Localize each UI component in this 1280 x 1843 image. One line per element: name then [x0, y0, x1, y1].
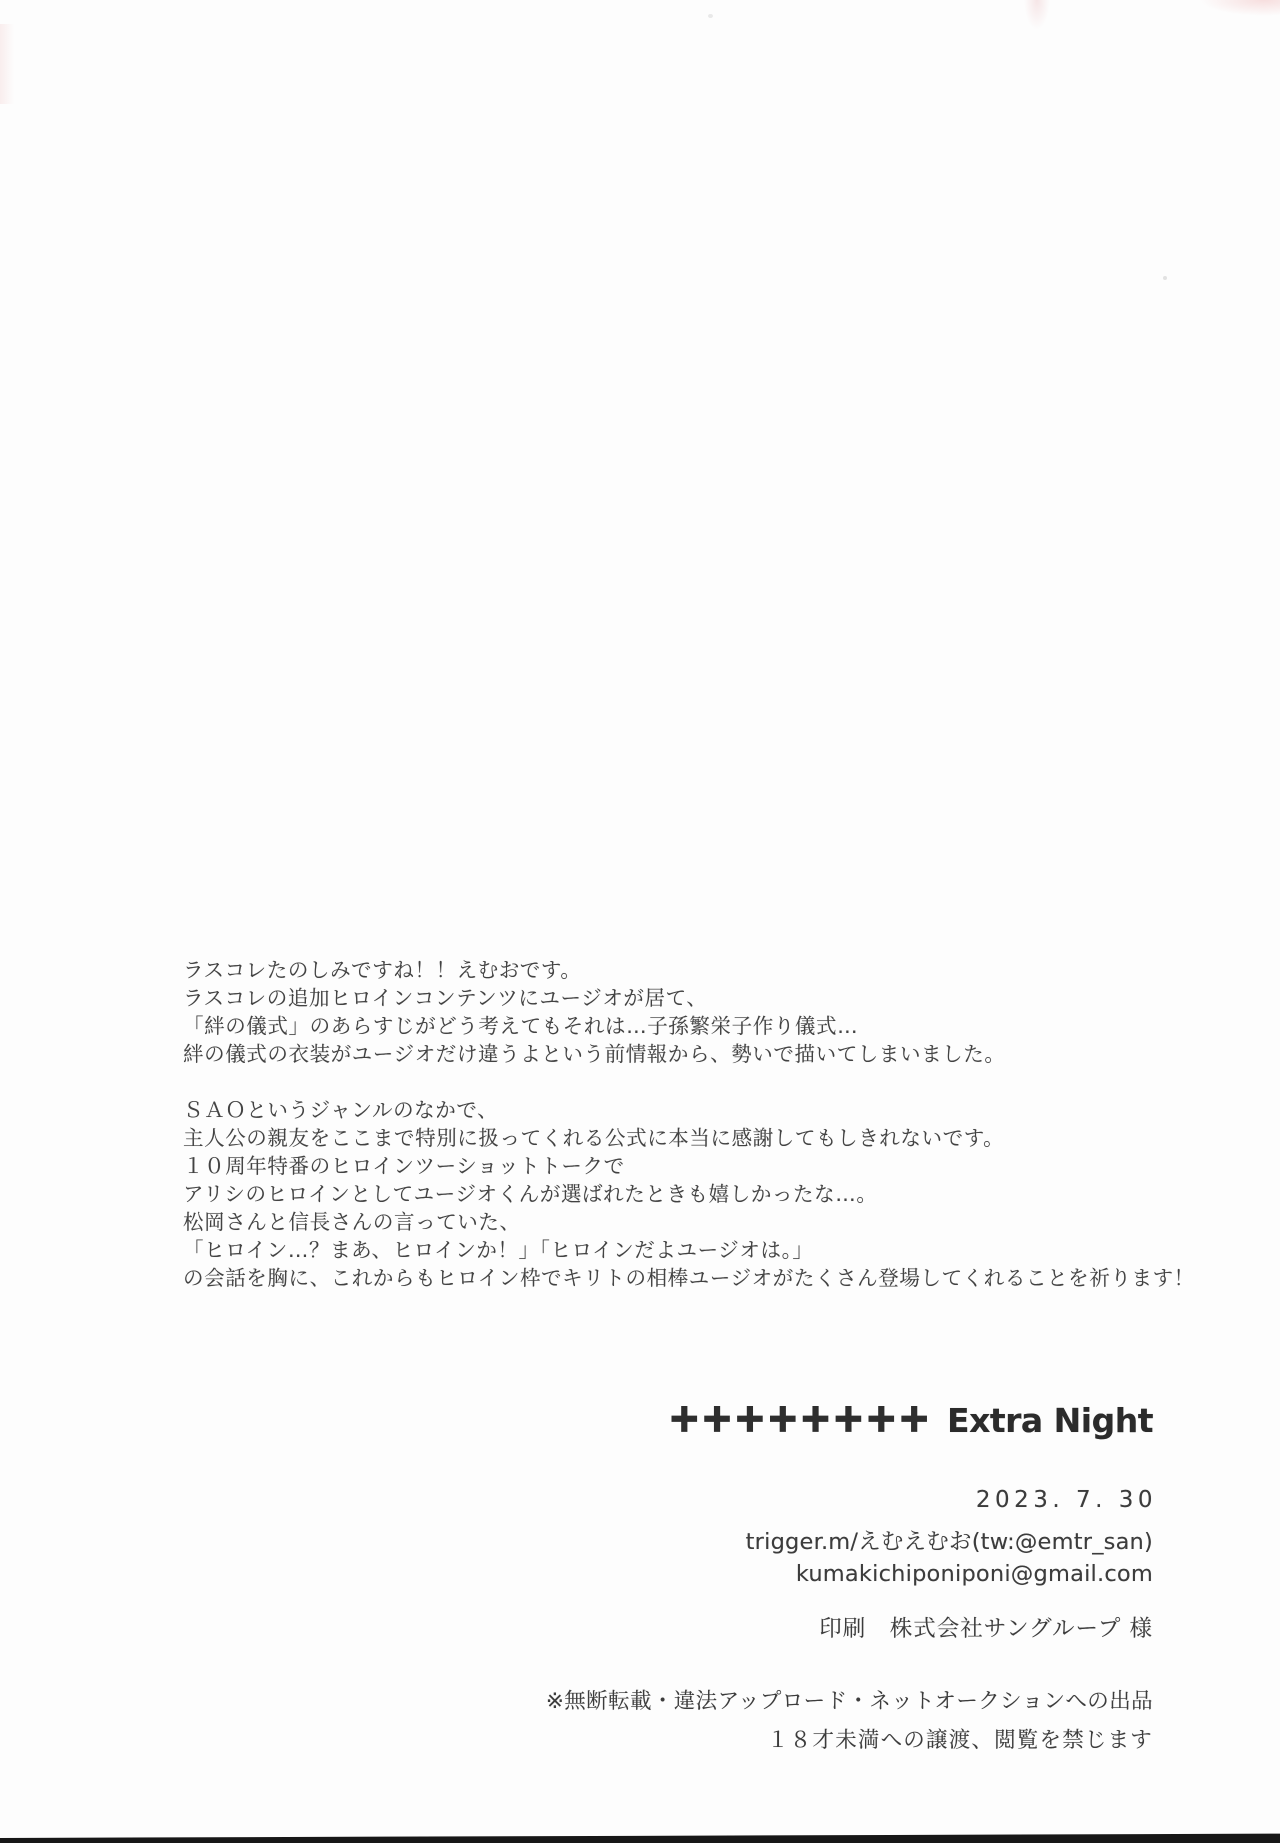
dust-speck	[708, 14, 713, 18]
afterword-text-line: の会話を胸に、これからもヒロイン枠でキリトの相棒ユージオがたくさん登場してくれることを祈ります！	[183, 1266, 1195, 1290]
contact-email: kumakichiponiponi@gmail.com	[795, 1561, 1153, 1587]
colophon-title	[668, 1396, 1153, 1440]
scan-artifact-top-middle	[1024, 0, 1050, 30]
afterword-text-line: 絆の儀式の衣装がユージオだけ違うよという前情報から、勢いで描いてしまいました。	[183, 1042, 1006, 1066]
afterword-text-line: 松岡さんと信長さんの言っていた、	[183, 1210, 521, 1234]
plus-row-decoration: ++++++++	[668, 1396, 932, 1440]
dust-speck	[1163, 276, 1167, 280]
disclaimer-line-2: １８才未満への譲渡、閲覧を禁じます	[767, 1728, 1153, 1753]
afterword-text-line: １０周年特番のヒロインツーショットトークで	[183, 1154, 625, 1178]
afterword-text-line: アリシのヒロインとしてユージオくんが選ばれたときも嬉しかったな…。	[183, 1182, 878, 1206]
scan-artifact-top-left	[0, 24, 14, 104]
colophon-title-text: Extra Night	[947, 1401, 1153, 1440]
printer-credit: 印刷 株式会社サングループ 様	[819, 1616, 1153, 1642]
afterword-paragraph-1	[183, 956, 1006, 1068]
afterword-text-line: 主人公の親友をここまで特別に扱ってくれる公式に本当に感謝してもしきれないです。	[183, 1126, 1005, 1150]
afterword-text-line: 「ヒロイン…？まあ、ヒロインか！」「ヒロインだよユージオは。」	[183, 1238, 814, 1262]
circle-author-credit: trigger.m/えむえむお(tw:@emtr_san)	[745, 1529, 1153, 1555]
afterword-text-line: ラスコレの追加ヒロインコンテンツにユージオが居て、	[183, 986, 708, 1010]
scan-artifact-top-right	[1200, 0, 1280, 16]
afterword-text-line: ラスコレたのしみですね！！えむおです。	[183, 958, 582, 982]
afterword-paragraph-2	[183, 1096, 1195, 1292]
publication-date: 2023. 7. 30	[975, 1487, 1157, 1513]
afterword-text-line: ＳＡＯというジャンルのなかで、	[183, 1098, 499, 1122]
afterword-text-line: 「絆の儀式」のあらすじがどう考えてもそれは…子孫繁栄子作り儀式…	[183, 1014, 859, 1038]
scan-edge-band	[0, 1831, 1280, 1843]
disclaimer-line-1: ※無断転載・違法アップロード・ネットオークションへの出品	[545, 1689, 1153, 1714]
